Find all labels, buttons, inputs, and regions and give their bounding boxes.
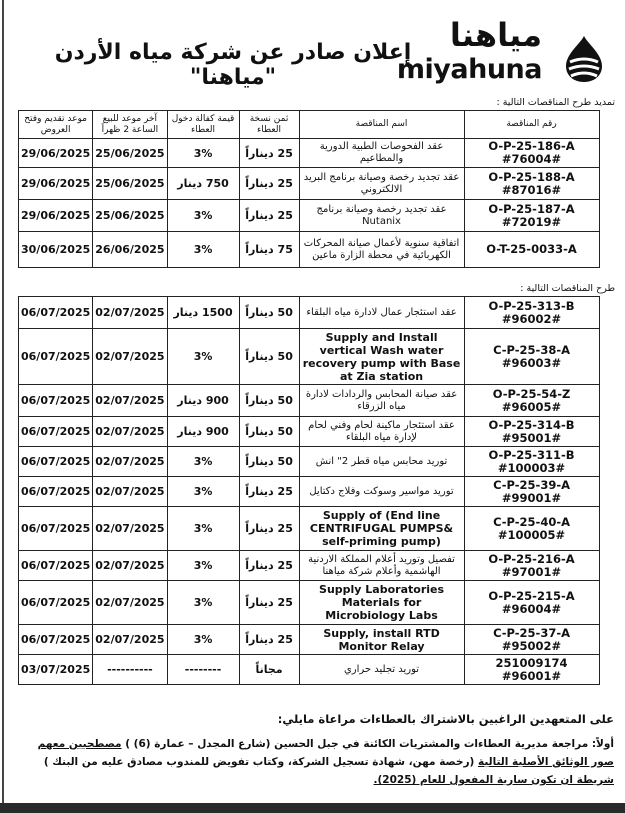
tender-name-cell: عقد تجديد رخصة وصيانة برنامج البريد الالكتروني <box>299 168 464 200</box>
tender-name-cell: توريد محابس مياه قطر 2" انش <box>299 447 464 477</box>
deadline-cell: 29/06/2025 <box>19 168 93 200</box>
tender-number-cell: O-P-25-187-A #72019# <box>464 200 599 232</box>
tender-name-cell: Supply and Install vertical Wash water recovery pump with Base at Zia station <box>299 329 464 385</box>
price-cell: 50 ديناراً <box>239 385 299 417</box>
deadline-cell: 29/06/2025 <box>19 139 93 168</box>
notes-first-b: مصطحبين معهم صور الوثائق الأصلية التالية <box>37 738 614 768</box>
last-sale-cell: 02/07/2025 <box>93 625 167 655</box>
logo-arabic-text: مياهنا <box>449 16 542 54</box>
price-cell: 25 ديناراً <box>239 200 299 232</box>
tender-number-cell: O-P-25-188-A #87016# <box>464 168 599 200</box>
tender-name-cell: عقد الفحوصات الطبية الدورية والمطاعيم <box>299 139 464 168</box>
table-row <box>19 507 600 551</box>
price-cell: 25 ديناراً <box>239 581 299 625</box>
guarantee-cell: 3% <box>167 139 239 168</box>
footer-strip <box>0 803 625 813</box>
deadline-cell: 06/07/2025 <box>19 625 93 655</box>
tender-number-cell: O-T-25-0033-A <box>464 232 599 268</box>
last-sale-cell: 02/07/2025 <box>93 581 167 625</box>
price-cell: 25 ديناراً <box>239 625 299 655</box>
table-row <box>19 417 600 447</box>
guarantee-cell: 750 دينار <box>167 168 239 200</box>
price-cell: 75 ديناراً <box>239 232 299 268</box>
guarantee-cell: 3% <box>167 477 239 507</box>
table-row <box>19 477 600 507</box>
table-row <box>19 625 600 655</box>
table-row <box>19 139 600 168</box>
table-row <box>19 655 600 685</box>
tender-name-cell: عقد صيانة المحابس والردادات لادارة مياه الزرقاء <box>299 385 464 417</box>
new-tenders-table <box>18 296 600 685</box>
tender-name-cell: Supply of (End line CENTRIFUGAL PUMPS& self-priming pump) <box>299 507 464 551</box>
price-cell: 25 ديناراً <box>239 551 299 581</box>
logo-english-text: miyahuna <box>396 54 542 85</box>
guarantee-cell: 3% <box>167 625 239 655</box>
miyahuna-logo <box>396 16 612 86</box>
table-row <box>19 297 600 329</box>
page-border <box>2 0 4 803</box>
table-row <box>19 168 600 200</box>
guarantee-cell: 3% <box>167 447 239 477</box>
tender-number-cell: C-P-25-38-A #96003# <box>464 329 599 385</box>
col-name: اسم المناقصة <box>299 111 464 139</box>
last-sale-cell: 02/07/2025 <box>93 297 167 329</box>
price-cell: 50 ديناراً <box>239 329 299 385</box>
table-row <box>19 581 600 625</box>
last-sale-cell: 02/07/2025 <box>93 551 167 581</box>
guarantee-cell: 3% <box>167 232 239 268</box>
table-header-row <box>19 111 600 139</box>
tender-name-cell: عقد استئجار ماكينة لحام وفني لحام لإدارة مياه البلقاء <box>299 417 464 447</box>
water-drop-icon <box>558 34 610 84</box>
price-cell: 50 ديناراً <box>239 297 299 329</box>
extension-section-label: تمديد طرح المناقصات التالية : <box>496 97 615 108</box>
tender-number-cell: O-P-25-314-B #95001# <box>464 417 599 447</box>
guarantee-cell: -------- <box>167 655 239 685</box>
price-cell: 25 ديناراً <box>239 507 299 551</box>
col-last-sale: آخر موعد للبيع الساعة 2 ظهراً <box>93 111 167 139</box>
deadline-cell: 06/07/2025 <box>19 477 93 507</box>
table-row <box>19 232 600 268</box>
notes-first-a: أولاً: مراجعة مديرية العطاءات والمشتريات الكائنة في جبل الحسين (شارع المجدل – عمارة (6) ) <box>121 738 614 750</box>
last-sale-cell: 02/07/2025 <box>93 385 167 417</box>
deadline-cell: 29/06/2025 <box>19 200 93 232</box>
tender-number-cell: C-P-25-37-A #95002# <box>464 625 599 655</box>
last-sale-cell: 02/07/2025 <box>93 447 167 477</box>
guarantee-cell: 900 دينار <box>167 417 239 447</box>
last-sale-cell: 25/06/2025 <box>93 200 167 232</box>
tender-name-cell: عقد تجديد رخصة وصيانة برنامج Nutanix <box>299 200 464 232</box>
deadline-cell: 06/07/2025 <box>19 329 93 385</box>
deadline-cell: 06/07/2025 <box>19 417 93 447</box>
tender-name-cell: توريد تجليد حراري <box>299 655 464 685</box>
tender-number-cell: O-P-25-311-B #100003# <box>464 447 599 477</box>
col-deadline: موعد تقديم وفتح العروض <box>19 111 93 139</box>
tender-number-cell: O-P-25-313-B #96002# <box>464 297 599 329</box>
col-guarantee: قيمة كفالة دخول العطاء <box>167 111 239 139</box>
col-number: رقم المناقصة <box>464 111 599 139</box>
guarantee-cell: 3% <box>167 507 239 551</box>
table-row <box>19 329 600 385</box>
announcement-title: إعلان صادر عن شركة مياه الأردن "مياهنا" <box>54 40 412 90</box>
notes-first-c: (رخصة مهن، شهادة تسجيل الشركة، وكتاب تفويض للمندوب مصادق عليه من البنك ) <box>43 756 478 768</box>
price-cell: 50 ديناراً <box>239 417 299 447</box>
deadline-cell: 06/07/2025 <box>19 385 93 417</box>
price-cell: 25 ديناراً <box>239 477 299 507</box>
header <box>8 12 620 92</box>
price-cell: 25 ديناراً <box>239 168 299 200</box>
col-price: ثمن نسخة العطاء <box>239 111 299 139</box>
tender-number-cell: O-P-25-54-Z #96005# <box>464 385 599 417</box>
tender-name-cell: اتفاقية سنوية لأعمال صيانة المحركات الكهربائية في محطة الزارة ماعين <box>299 232 464 268</box>
deadline-cell: 06/07/2025 <box>19 507 93 551</box>
tender-number-cell: C-P-25-40-A #100005# <box>464 507 599 551</box>
tender-number-cell: O-P-25-216-A #97001# <box>464 551 599 581</box>
guarantee-cell: 3% <box>167 581 239 625</box>
notes-first-item <box>14 735 614 789</box>
guarantee-cell: 3% <box>167 329 239 385</box>
guarantee-cell: 3% <box>167 551 239 581</box>
notes-first-d: شريطة ان تكون سارية المفعول للعام (2025). <box>373 774 614 786</box>
guarantee-cell: 1500 دينار <box>167 297 239 329</box>
extended-tenders-table <box>18 110 600 268</box>
last-sale-cell: 02/07/2025 <box>93 477 167 507</box>
last-sale-cell: 25/06/2025 <box>93 168 167 200</box>
deadline-cell: 06/07/2025 <box>19 551 93 581</box>
table-row <box>19 447 600 477</box>
tender-number-cell: 251009174 #96001# <box>464 655 599 685</box>
table-row <box>19 551 600 581</box>
new-section-label: طرح المناقصات التالية : <box>520 283 615 294</box>
price-cell: مجاناً <box>239 655 299 685</box>
deadline-cell: 06/07/2025 <box>19 447 93 477</box>
price-cell: 50 ديناراً <box>239 447 299 477</box>
tender-name-cell: Supply, install RTD Monitor Relay <box>299 625 464 655</box>
last-sale-cell: 25/06/2025 <box>93 139 167 168</box>
last-sale-cell: 02/07/2025 <box>93 329 167 385</box>
deadline-cell: 06/07/2025 <box>19 297 93 329</box>
price-cell: 25 ديناراً <box>239 139 299 168</box>
last-sale-cell: 02/07/2025 <box>93 507 167 551</box>
last-sale-cell: ---------- <box>93 655 167 685</box>
tender-number-cell: O-P-25-215-A #96004# <box>464 581 599 625</box>
tender-name-cell: عقد استئجار عمال لادارة مياه البلقاء <box>299 297 464 329</box>
last-sale-cell: 02/07/2025 <box>93 417 167 447</box>
tender-number-cell: O-P-25-186-A #76004# <box>464 139 599 168</box>
tender-name-cell: تفصيل وتوريد أعلام المملكة الاردنية الهاشمية وأعلام شركة مياهنا <box>299 551 464 581</box>
deadline-cell: 06/07/2025 <box>19 581 93 625</box>
guarantee-cell: 900 دينار <box>167 385 239 417</box>
tender-name-cell: Supply Laboratories Materials for Microbiology Labs <box>299 581 464 625</box>
table-row <box>19 385 600 417</box>
notes-intro: على المتعهدين الراغبين بالاشتراك بالعطاءات مراعاة مايلي: <box>277 712 614 726</box>
guarantee-cell: 3% <box>167 200 239 232</box>
deadline-cell: 30/06/2025 <box>19 232 93 268</box>
deadline-cell: 03/07/2025 <box>19 655 93 685</box>
last-sale-cell: 26/06/2025 <box>93 232 167 268</box>
tender-number-cell: C-P-25-39-A #99001# <box>464 477 599 507</box>
tender-name-cell: توريد مواسير وسوكت وفلاج دكتايل <box>299 477 464 507</box>
table-row <box>19 200 600 232</box>
